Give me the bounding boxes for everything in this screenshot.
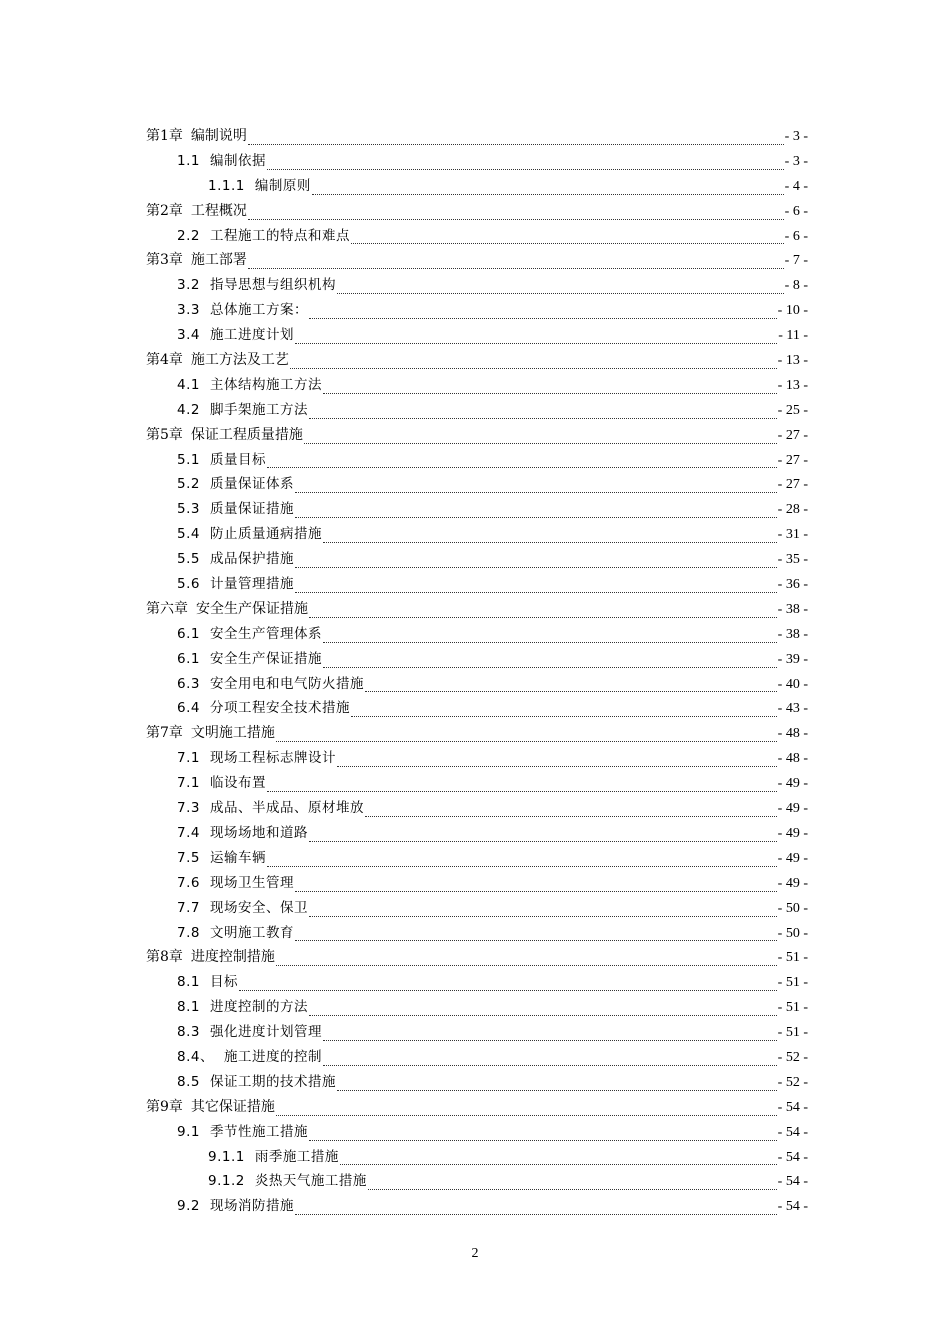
toc-entry-page: - 3 - — [784, 129, 808, 144]
toc-entry[interactable] — [146, 273, 808, 298]
toc-entry-page: - 43 - — [777, 701, 808, 717]
toc-entry-title: 现场卫生管理 — [209, 874, 294, 891]
toc-entry-title: 编制依据 — [209, 152, 266, 169]
toc-entry[interactable] — [146, 945, 808, 970]
toc-dot-leader — [337, 1089, 777, 1091]
toc-dot-leader — [309, 840, 777, 842]
toc-dot-leader — [351, 242, 784, 244]
toc-entry-page: - 13 - — [777, 377, 808, 393]
toc-dot-leader — [267, 466, 777, 468]
toc-entry-page: - 49 - — [777, 825, 808, 841]
toc-entry-number: 5.4 — [177, 526, 200, 543]
toc-entry-number: 1.1 — [177, 152, 200, 169]
toc-entry-number: 6.4 — [177, 700, 200, 717]
toc-entry-number: 第5章 — [146, 426, 183, 443]
toc-entry[interactable] — [146, 1045, 808, 1070]
toc-entry-number: 第8章 — [146, 949, 183, 966]
toc-dot-leader — [323, 641, 777, 643]
toc-dot-leader — [276, 1114, 777, 1116]
toc-dot-leader — [309, 915, 777, 917]
toc-dot-leader — [340, 1163, 777, 1165]
toc-entry-title: 施工部署 — [190, 252, 247, 269]
toc-entry[interactable] — [146, 1169, 808, 1194]
toc-entry-title: 安全生产保证措施 — [196, 600, 308, 617]
toc-entry-page: - 50 - — [777, 900, 808, 916]
toc-entry-title: 总体施工方案： — [209, 302, 308, 319]
toc-entry-number: 9.2 — [177, 1198, 200, 1215]
toc-entry-page: - 38 - — [777, 626, 808, 642]
toc-entry-page: - 49 - — [777, 850, 808, 866]
toc-entry-number: 1.1.1 — [208, 177, 245, 194]
toc-entry[interactable] — [146, 248, 808, 273]
toc-entry-number: 7.1 — [177, 775, 200, 792]
toc-entry[interactable] — [146, 746, 808, 771]
toc-entry-page: - 6 - — [784, 203, 808, 219]
toc-entry[interactable] — [146, 124, 808, 149]
toc-entry-number: 6.1 — [177, 650, 200, 667]
toc-entry-number: 第3章 — [146, 252, 183, 269]
toc-entry-number: 6.1 — [177, 625, 200, 642]
toc-entry[interactable] — [146, 323, 808, 348]
toc-entry[interactable] — [146, 1095, 808, 1120]
toc-entry-page: - 4 - — [784, 178, 808, 194]
toc-entry-page: - 7 - — [784, 253, 808, 269]
toc-entry-number: 4.2 — [177, 401, 200, 418]
toc-entry[interactable] — [146, 597, 808, 622]
table-of-contents — [146, 124, 808, 1219]
toc-entry-title: 现场工程标志牌设计 — [209, 750, 336, 767]
toc-dot-leader — [267, 168, 784, 170]
toc-entry[interactable] — [146, 1070, 808, 1095]
toc-entry-page: - 13 - — [777, 353, 808, 369]
toc-entry-title: 其它保证措施 — [190, 1098, 275, 1115]
toc-entry[interactable] — [146, 995, 808, 1020]
toc-entry-page: - 27 - — [777, 477, 808, 493]
toc-entry-number: 7.4 — [177, 824, 200, 841]
toc-entry[interactable] — [146, 572, 808, 597]
toc-entry-title: 目标 — [209, 974, 238, 991]
toc-entry-title: 现场场地和道路 — [209, 824, 308, 841]
toc-entry-title: 指导思想与组织机构 — [209, 277, 336, 294]
toc-entry-number: 5.2 — [177, 476, 200, 493]
toc-entry[interactable] — [146, 871, 808, 896]
toc-entry-page: - 49 - — [777, 776, 808, 792]
toc-entry-page: - 40 - — [777, 676, 808, 692]
toc-entry-number: 3.3 — [177, 302, 200, 319]
toc-entry-page: - 51 - — [777, 1000, 808, 1016]
toc-entry-title: 雨季施工措施 — [254, 1148, 339, 1165]
toc-entry[interactable] — [146, 647, 808, 672]
toc-entry[interactable] — [146, 199, 808, 224]
toc-entry-number: 第4章 — [146, 352, 183, 369]
toc-dot-leader — [267, 865, 777, 867]
toc-entry-page: - 3 - — [784, 153, 808, 169]
toc-entry-number: 9.1.1 — [208, 1148, 245, 1165]
toc-entry-title: 季节性施工措施 — [209, 1123, 308, 1140]
toc-entry-page: - 51 - — [777, 950, 808, 966]
toc-entry-page: - 54 - — [777, 1124, 808, 1140]
toc-entry-page: - 52 - — [777, 1049, 808, 1065]
toc-entry-number: 3.4 — [177, 327, 200, 344]
toc-entry-title: 保证工程质量措施 — [190, 426, 303, 443]
toc-dot-leader — [368, 1188, 777, 1190]
toc-entry-title: 安全生产管理体系 — [209, 625, 322, 642]
toc-entry-number: 9.1 — [177, 1123, 200, 1140]
toc-entry-title: 质量目标 — [209, 451, 266, 468]
toc-entry-page: - 10 - — [777, 303, 808, 319]
toc-entry-title: 质量保证措施 — [209, 501, 294, 518]
toc-entry[interactable] — [146, 298, 808, 323]
toc-entry-page: - 52 - — [777, 1074, 808, 1090]
toc-entry-page: - 49 - — [777, 875, 808, 891]
toc-entry-page: - 54 - — [777, 1174, 808, 1190]
toc-entry[interactable] — [146, 472, 808, 497]
toc-entry-page: - 8 - — [784, 278, 808, 294]
toc-entry-title: 施工进度的控制 — [223, 1048, 322, 1065]
toc-dot-leader — [309, 616, 777, 618]
toc-entry-title: 计量管理措施 — [209, 576, 294, 593]
toc-entry-page: - 31 - — [777, 527, 808, 543]
toc-dot-leader — [323, 666, 777, 668]
toc-entry[interactable] — [146, 696, 808, 721]
toc-dot-leader — [337, 292, 784, 294]
toc-entry-page: - 35 - — [777, 552, 808, 568]
toc-dot-leader — [295, 566, 777, 568]
toc-entry[interactable] — [146, 497, 808, 522]
toc-entry[interactable] — [146, 821, 808, 846]
toc-dot-leader — [276, 964, 777, 966]
toc-entry-number: 7.5 — [177, 849, 200, 866]
toc-entry-title: 安全用电和电气防火措施 — [209, 675, 364, 692]
toc-entry-page: - 50 - — [777, 925, 808, 941]
toc-dot-leader — [276, 740, 777, 742]
toc-entry-title: 现场消防措施 — [209, 1198, 294, 1215]
toc-entry[interactable] — [146, 970, 808, 995]
toc-entry-number: 8.5 — [177, 1073, 200, 1090]
toc-dot-leader — [309, 1139, 777, 1141]
toc-dot-leader — [365, 690, 777, 692]
toc-entry[interactable] — [146, 224, 808, 249]
toc-entry-number: 4.1 — [177, 376, 200, 393]
toc-entry-number: 8.4、 — [177, 1048, 214, 1065]
toc-dot-leader — [309, 417, 777, 419]
toc-entry-title: 进度控制措施 — [190, 949, 275, 966]
toc-entry-number: 8.1 — [177, 999, 200, 1016]
toc-entry-number: 6.3 — [177, 675, 200, 692]
toc-entry-page: - 51 - — [777, 975, 808, 991]
toc-entry-page: - 54 - — [777, 1099, 808, 1115]
toc-dot-leader — [295, 939, 777, 941]
toc-entry[interactable] — [146, 1145, 808, 1170]
toc-entry-number: 第2章 — [146, 202, 183, 219]
toc-entry-title: 编制说明 — [190, 128, 247, 144]
toc-entry-title: 现场安全、保卫 — [209, 899, 308, 916]
toc-dot-leader — [309, 317, 777, 319]
toc-entry[interactable] — [146, 522, 808, 547]
page-number: 2 — [471, 1246, 479, 1261]
toc-entry[interactable] — [146, 771, 808, 796]
toc-entry[interactable] — [146, 846, 808, 871]
toc-entry[interactable] — [146, 398, 808, 423]
toc-entry-number: 第9章 — [146, 1098, 183, 1115]
toc-dot-leader — [295, 516, 777, 518]
toc-entry-title: 文明施工教育 — [209, 924, 294, 941]
toc-entry-number: 第7章 — [146, 725, 183, 742]
toc-entry-page: - 49 - — [777, 801, 808, 817]
toc-entry-page: - 6 - — [784, 228, 808, 244]
toc-entry-title: 强化进度计划管理 — [209, 1024, 322, 1041]
toc-entry-page: - 54 - — [777, 1149, 808, 1165]
toc-entry-page: - 51 - — [777, 1025, 808, 1041]
toc-entry[interactable] — [146, 547, 808, 572]
toc-entry-title: 临设布置 — [209, 775, 266, 792]
toc-entry-number: 7.8 — [177, 924, 200, 941]
toc-entry-title: 工程施工的特点和难点 — [209, 227, 350, 244]
toc-entry-number: 9.1.2 — [208, 1173, 245, 1190]
toc-entry-title: 保证工期的技术措施 — [209, 1073, 336, 1090]
toc-entry-page: - 11 - — [778, 328, 808, 344]
toc-dot-leader — [304, 442, 777, 444]
toc-entry[interactable] — [146, 721, 808, 746]
toc-dot-leader — [295, 1213, 777, 1215]
toc-dot-leader — [312, 193, 784, 195]
toc-entry-title: 成品保护措施 — [209, 551, 294, 568]
toc-dot-leader — [267, 790, 777, 792]
toc-entry-page: - 48 - — [777, 751, 808, 767]
toc-entry-page: - 28 - — [777, 502, 808, 518]
toc-entry[interactable] — [146, 373, 808, 398]
toc-entry-number: 7.7 — [177, 899, 200, 916]
toc-dot-leader — [295, 491, 777, 493]
toc-entry-page: - 39 - — [777, 651, 808, 667]
toc-dot-leader — [290, 367, 777, 369]
toc-entry-page: - 27 - — [777, 452, 808, 468]
toc-entry-title: 安全生产保证措施 — [209, 650, 322, 667]
toc-dot-leader — [239, 989, 777, 991]
toc-entry-title: 编制原则 — [254, 177, 311, 194]
toc-dot-leader — [295, 890, 777, 892]
toc-entry[interactable] — [146, 1020, 808, 1045]
toc-entry-number: 5.6 — [177, 576, 200, 593]
toc-dot-leader — [323, 392, 777, 394]
toc-entry-number: 第六章 — [146, 600, 188, 617]
toc-entry-number: 5.3 — [177, 501, 200, 518]
toc-entry-number: 7.3 — [177, 800, 200, 817]
toc-entry[interactable] — [146, 1194, 808, 1219]
toc-entry[interactable] — [146, 1120, 808, 1145]
toc-dot-leader — [323, 541, 777, 543]
toc-entry[interactable] — [146, 448, 808, 473]
toc-entry[interactable] — [146, 423, 808, 448]
toc-dot-leader — [323, 1064, 777, 1066]
toc-entry-page: - 54 - — [777, 1199, 808, 1215]
toc-entry[interactable] — [146, 149, 808, 174]
toc-entry-number: 第1章 — [146, 128, 183, 144]
toc-entry-page: - 48 - — [777, 726, 808, 742]
toc-entry[interactable] — [146, 672, 808, 697]
toc-entry-number: 5.1 — [177, 451, 200, 468]
toc-entry-number: 8.3 — [177, 1024, 200, 1041]
toc-entry-title: 进度控制的方法 — [209, 999, 308, 1016]
toc-entry-number: 5.5 — [177, 551, 200, 568]
toc-entry[interactable] — [146, 921, 808, 946]
toc-entry-page: - 38 - — [777, 601, 808, 617]
toc-entry[interactable] — [146, 796, 808, 821]
toc-entry-title: 炎热天气施工措施 — [254, 1173, 367, 1190]
toc-entry[interactable] — [146, 348, 808, 373]
toc-dot-leader — [323, 1039, 777, 1041]
toc-dot-leader — [365, 815, 777, 817]
toc-entry-number: 8.1 — [177, 974, 200, 991]
toc-dot-leader — [351, 715, 777, 717]
toc-entry-page: - 27 - — [777, 427, 808, 443]
toc-entry-title: 施工方法及工艺 — [190, 352, 289, 369]
toc-dot-leader — [248, 143, 784, 145]
toc-entry-title: 质量保证体系 — [209, 476, 294, 493]
toc-entry-title: 工程概况 — [190, 202, 247, 219]
toc-entry-title: 成品、半成品、原材堆放 — [209, 800, 364, 817]
toc-dot-leader — [248, 267, 784, 269]
toc-entry[interactable] — [146, 174, 808, 199]
toc-dot-leader — [248, 218, 784, 220]
toc-entry-page: - 25 - — [777, 402, 808, 418]
toc-entry-title: 防止质量通病措施 — [209, 526, 322, 543]
toc-entry-title: 文明施工措施 — [190, 725, 275, 742]
toc-entry-number: 3.2 — [177, 277, 200, 294]
toc-entry-number: 7.1 — [177, 750, 200, 767]
toc-entry-number: 2.2 — [177, 227, 200, 244]
toc-dot-leader — [295, 342, 777, 344]
toc-entry-title: 主体结构施工方法 — [209, 376, 322, 393]
toc-dot-leader — [309, 1014, 777, 1016]
toc-dot-leader — [295, 591, 777, 593]
toc-entry-title: 施工进度计划 — [209, 327, 294, 344]
toc-dot-leader — [337, 765, 777, 767]
toc-entry[interactable] — [146, 622, 808, 647]
toc-entry-title: 脚手架施工方法 — [209, 401, 308, 418]
toc-entry-number: 7.6 — [177, 874, 200, 891]
toc-entry-title: 运输车辆 — [209, 849, 266, 866]
toc-entry-title: 分项工程安全技术措施 — [209, 700, 350, 717]
toc-entry[interactable] — [146, 896, 808, 921]
toc-entry-page: - 36 - — [777, 577, 808, 593]
